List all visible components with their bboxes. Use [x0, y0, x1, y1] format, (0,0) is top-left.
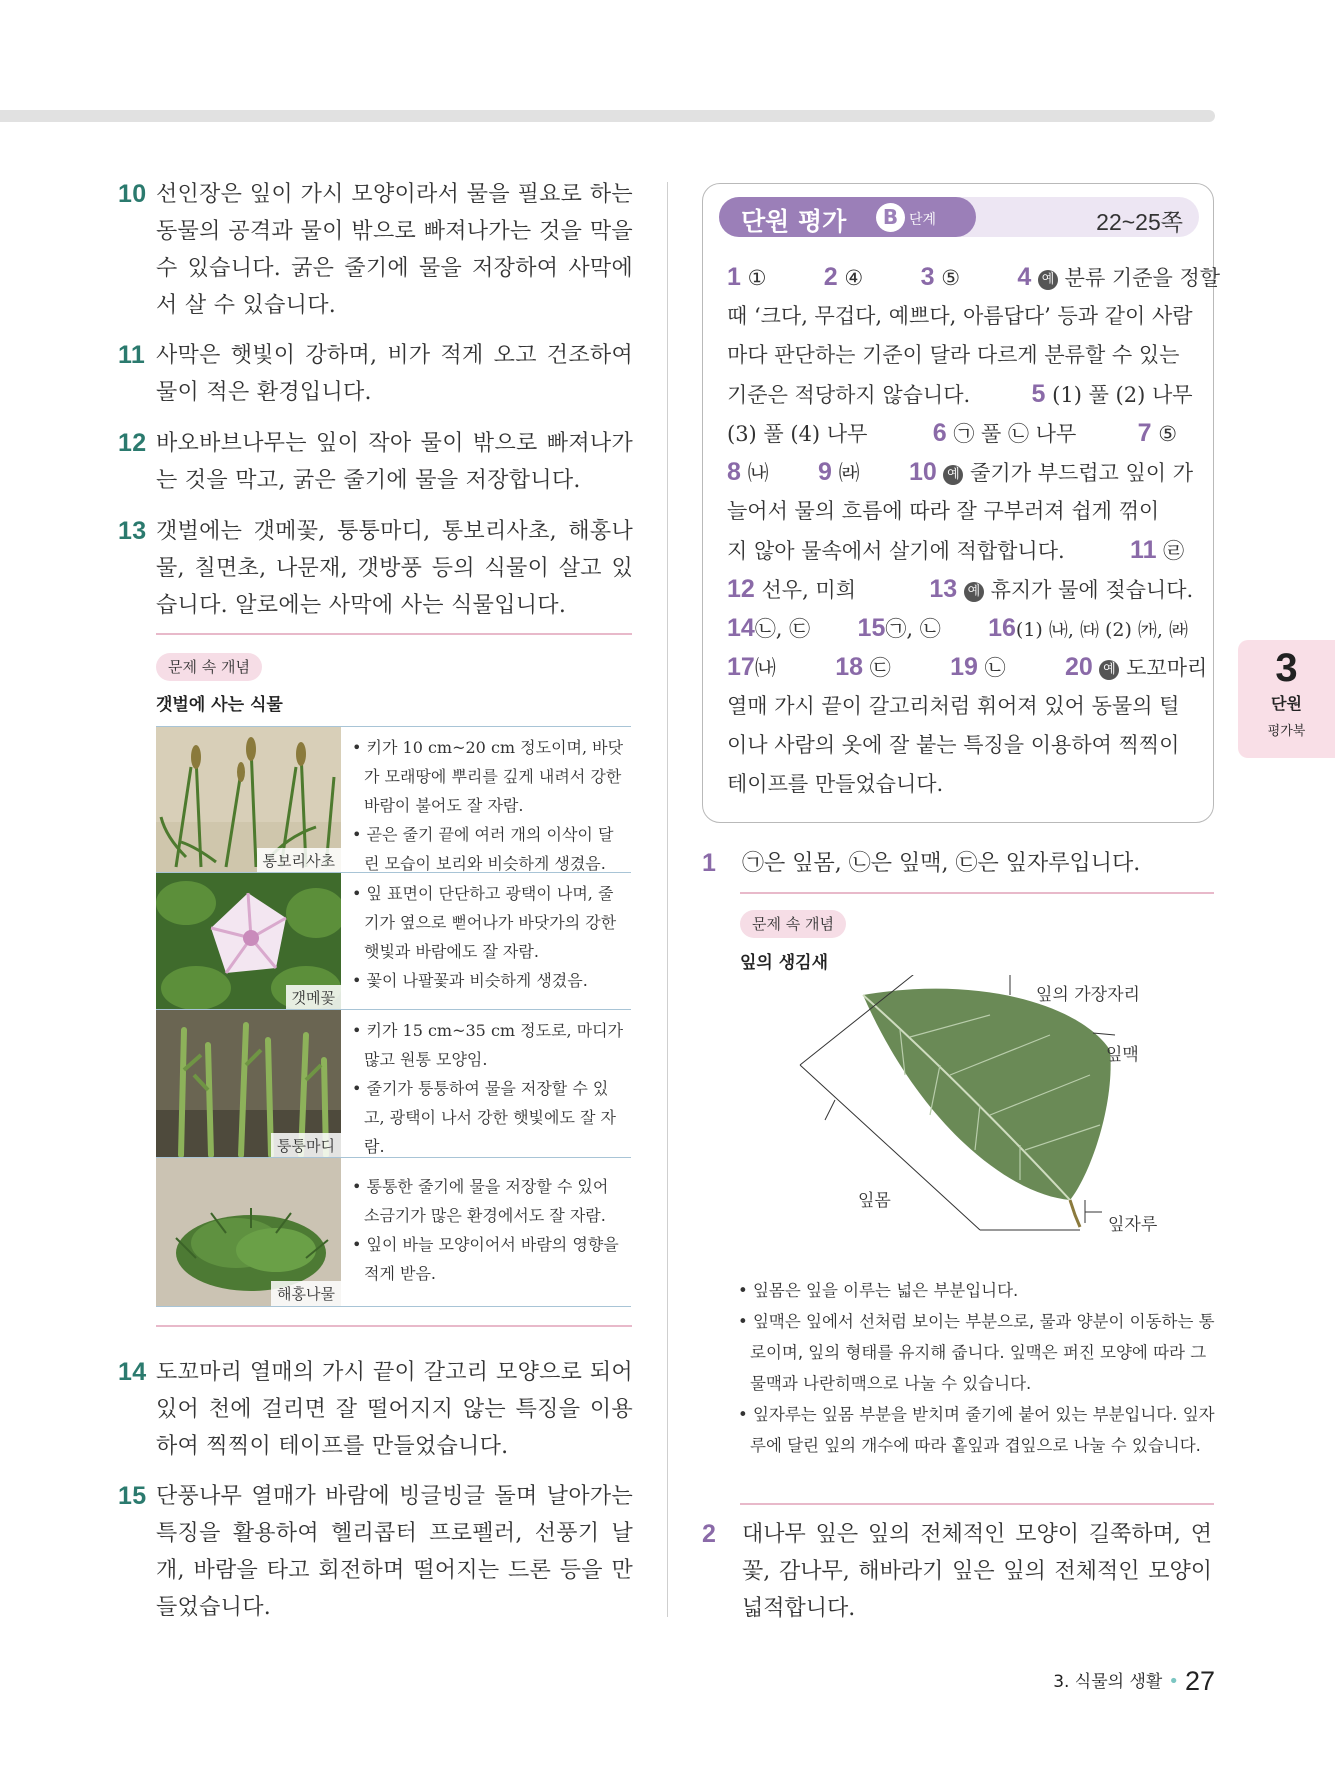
answer-value: (1) 풀 (2) 나무 [1052, 383, 1193, 407]
section-divider [740, 1503, 1214, 1505]
answer-value: ㉠, ㉡ [885, 617, 941, 641]
leaf-label-blade: 잎몸 [858, 1191, 891, 1211]
plant-photo [156, 727, 341, 873]
leaf-label-vein: 잎맥 [1106, 1045, 1139, 1065]
answer-text: (3) 풀 (4) 나무 [727, 422, 868, 446]
question-text: 대나무 잎은 잎의 전체적인 모양이 길쭉하며, 연꽃, 감나무, 해바라기 잎은 잎의 전체적인 모양이 넓적합니다. [742, 1522, 1212, 1621]
page-range: 22~25쪽 [1096, 209, 1183, 235]
question-number: 13 [118, 517, 147, 545]
question-number: 11 [118, 341, 146, 369]
question-14 [118, 1354, 633, 1465]
section-divider [740, 892, 1214, 894]
plant-desc-item: • 잎 표면이 단단하고 광택이 나며, 줄기가 옆으로 뻗어나가 바닷가의 강한 햇빛과 바람에도 잘 자람. [352, 884, 617, 961]
answer-value: ㈑ [838, 461, 860, 485]
plant-desc-item: • 곧은 줄기 끝에 여러 개의 이삭이 달린 모습이 보리와 비슷하게 생겼음. [352, 825, 614, 873]
unit-number: 3 [1275, 646, 1298, 690]
answer-text: 기준은 적당하지 않습니다. [727, 383, 971, 407]
example-mark: 예 [943, 465, 963, 485]
answer-text: 지 않아 물속에서 살기에 적합합니다. [727, 539, 1065, 563]
answer-value: ㈏ [754, 656, 776, 680]
explanation-2 [702, 1516, 1212, 1627]
section-divider [156, 1325, 632, 1327]
question-text: 사막은 햇빛이 강하며, 비가 적게 오고 건조하여 물이 적은 환경입니다. [156, 343, 633, 405]
answer-value: ㉡, ㉢ [754, 617, 811, 641]
answer-value: ㈏ [747, 461, 769, 485]
section-divider [156, 633, 632, 635]
answer-number: 13 [929, 575, 958, 603]
concept-title: 갯벌에 사는 식물 [156, 695, 283, 715]
column-divider [667, 182, 668, 1617]
answer-value: 분류 기준을 정할 [1064, 266, 1221, 290]
plant-desc-item: • 키가 10 cm~20 cm 정도이며, 바닷가 모래땅에 뿌리를 깊게 내려서 강한 바람이 불어도 잘 자람. [352, 738, 624, 815]
question-number: 1 [702, 849, 716, 877]
question-number: 14 [118, 1358, 147, 1386]
leaf-notes [738, 1275, 1216, 1461]
answer-text-line: 때 ‘크다, 무겁다, 예쁘다, 아름답다’ 등과 같이 사람 [727, 304, 1193, 328]
box-title: 단원 평가 [741, 207, 847, 236]
plant-description [352, 879, 628, 995]
leaf-note-item: • 잎맥은 잎에서 선처럼 보이는 부분으로, 물과 양분이 이동하는 통로이며, 잎의 형태를 유지해 줍니다. 잎맥은 퍼진 모양에 따라 그물맥과 나란히맥으로 나눌 수 있습니다. [738, 1312, 1215, 1393]
answer-value: ⑤ [1158, 422, 1178, 446]
answer-value: 휴지가 물에 젖습니다. [990, 578, 1194, 602]
answer-number: 19 [950, 653, 978, 681]
plant-photo [156, 1010, 341, 1158]
answer-value: ㉠ 풀 ㉡ 나무 [953, 422, 1077, 446]
plant-row [156, 1157, 631, 1307]
answer-value: ㉣ [1163, 539, 1185, 563]
answer-value: 도꼬마리 [1126, 656, 1208, 680]
answer-value: ㉢ [869, 656, 891, 680]
answer-value: 줄기가 부드럽고 잎이 가 [970, 461, 1194, 485]
answer-line [727, 375, 1197, 414]
question-text: 선인장은 잎이 가시 모양이라서 물을 필요로 하는 동물의 공격과 물이 밖으로 빠져나가는 것을 막을 수 있습니다. 굵은 줄기에 물을 저장하여 사막에서 살 수 있습니다. [156, 182, 633, 318]
question-13 [118, 513, 633, 624]
leaf-label-petiole: 잎자루 [1108, 1215, 1158, 1235]
answer-value: 선우, 미희 [761, 578, 856, 602]
leaf-diagram [780, 975, 1220, 1245]
answer-number: 3 [920, 263, 935, 291]
answer-line [727, 453, 1197, 492]
plant-description [352, 1016, 628, 1161]
leaf-label-edge: 잎의 가장자리 [1036, 985, 1140, 1005]
question-15 [118, 1478, 633, 1626]
plant-row [156, 1009, 631, 1158]
plant-photo [156, 1158, 341, 1306]
question-10 [118, 176, 633, 324]
plant-desc-item: • 키가 15 cm~35 cm 정도로, 마디가 많고 원통 모양임. [352, 1021, 624, 1069]
question-12 [118, 425, 633, 499]
top-decor-bar [0, 110, 1215, 122]
answer-number: 6 [932, 419, 947, 447]
question-text: 갯벌에는 갯메꽃, 퉁퉁마디, 통보리사초, 해홍나물, 칠면초, 나문재, 갯방풍 등의 식물이 살고 있습니다. 알로에는 사막에 사는 식물입니다. [156, 519, 633, 618]
answer-number: 12 [727, 575, 755, 603]
plant-desc-item: • 통통한 줄기에 물을 저장할 수 있어 소금기가 많은 환경에서도 잘 자람. [352, 1177, 609, 1225]
example-mark: 예 [964, 582, 984, 602]
answer-number: 11 [1130, 536, 1157, 564]
answer-line [727, 258, 1221, 297]
plant-row [156, 872, 631, 1010]
question-number: 12 [118, 429, 147, 457]
plant-name-label: 해홍나물 [271, 1281, 341, 1306]
answer-number: 10 [908, 458, 937, 486]
answer-value: ㉡ [984, 656, 1006, 680]
example-mark: 예 [1038, 270, 1058, 290]
plant-name-label: 갯메꽃 [286, 985, 341, 1010]
plant-name-label: 퉁퉁마디 [271, 1133, 341, 1158]
chapter-title: 3. 식물의 생활 [1053, 1672, 1163, 1692]
answer-line [727, 648, 1208, 687]
answer-number: 16 [988, 614, 1016, 642]
concept-badge: 문제 속 개념 [156, 653, 262, 681]
level-badge: B [876, 203, 905, 232]
answer-number: 7 [1137, 419, 1152, 447]
question-number: 2 [702, 1520, 716, 1548]
answer-number: 4 [1017, 263, 1032, 291]
footer-dot: • [1168, 1671, 1179, 1692]
plant-description [352, 1172, 628, 1288]
answer-box [702, 183, 1221, 823]
page-footer [1053, 1666, 1215, 1697]
question-text: ㉠은 잎몸, ㉡은 잎맥, ㉢은 잎자루입니다. [742, 851, 1141, 876]
answer-number: 9 [817, 458, 832, 486]
answer-text-line: 마다 판단하는 기준이 달라 다르게 분류할 수 있는 [727, 343, 1180, 367]
answer-value: ④ [844, 266, 864, 290]
plant-desc-item: • 꽃이 나팔꽃과 비슷하게 생겼음. [352, 971, 588, 990]
answer-value: (1) ㈏, ㈐ (2) ㈎, ㈑ [1015, 619, 1189, 641]
answer-text-line: 열매 가시 끝이 갈고리처럼 휘어져 있어 동물의 털 [727, 694, 1180, 718]
answer-number: 14 [727, 614, 755, 642]
answer-line [727, 570, 1197, 609]
plant-row [156, 726, 631, 873]
answer-line [727, 531, 1197, 570]
example-mark: 예 [1099, 660, 1119, 680]
plant-desc-item: • 잎이 바늘 모양이어서 바람의 영향을 적게 받음. [352, 1235, 619, 1283]
answer-text-line: 늘어서 물의 흐름에 따라 잘 구부러져 쉽게 꺾이 [727, 499, 1160, 523]
answer-number: 8 [727, 458, 741, 486]
answer-number: 20 [1064, 653, 1093, 681]
answer-number: 2 [823, 263, 838, 291]
answer-value: ⑤ [941, 266, 961, 290]
answer-value: ① [747, 266, 767, 290]
answer-number: 17 [727, 653, 755, 681]
answer-number: 18 [835, 653, 863, 681]
concept-title: 잎의 생김새 [740, 953, 829, 973]
question-text: 단풍나무 열매가 바람에 빙글빙글 돌며 날아가는 특징을 활용하여 헬리콥터 프로펠러, 선풍기 날개, 바람을 타고 회전하며 떨어지는 드론 등을 만들었습니다. [156, 1484, 633, 1620]
concept-badge: 문제 속 개념 [740, 910, 846, 938]
question-number: 10 [118, 180, 147, 208]
answer-text-line: 테이프를 만들었습니다. [727, 772, 944, 796]
plant-photo [156, 873, 341, 1010]
leaf-note-item: • 잎몸은 잎을 이루는 넓은 부분입니다. [738, 1281, 1019, 1300]
question-11 [118, 337, 633, 411]
book-label: 평가북 [1267, 724, 1306, 739]
unit-side-tab [1238, 640, 1335, 758]
plant-description [352, 733, 628, 878]
question-number: 15 [118, 1482, 147, 1510]
answer-number: 5 [1031, 380, 1046, 408]
plant-name-label: 통보리사초 [257, 848, 341, 873]
answer-text-line: 이나 사람의 옷에 잘 붙는 특징을 이용하여 찍찍이 [727, 733, 1180, 757]
answer-line [727, 609, 1197, 648]
answer-line [727, 414, 1197, 453]
unit-label: 단원 [1271, 694, 1302, 713]
answer-number: 1 [727, 263, 741, 291]
explanation-1 [702, 845, 1212, 882]
plant-desc-item: • 줄기가 퉁퉁하여 물을 저장할 수 있고, 광택이 나서 강한 햇빛에도 잘 자람. [352, 1079, 616, 1156]
page-number: 27 [1184, 1666, 1215, 1696]
answer-number: 15 [857, 614, 886, 642]
question-text: 도꼬마리 열매의 가시 끝이 갈고리 모양으로 되어 있어 천에 걸리면 잘 떨어지지 않는 특징을 이용하여 찍찍이 테이프를 만들었습니다. [156, 1360, 633, 1459]
level-step: 단계 [909, 212, 937, 228]
leaf-note-item: • 잎자루는 잎몸 부분을 받치며 줄기에 붙어 있는 부분입니다. 잎자루에 달린 잎의 개수에 따라 홑잎과 겹잎으로 나눌 수 있습니다. [738, 1405, 1215, 1455]
question-text: 바오바브나무는 잎이 작아 물이 밖으로 빠져나가는 것을 막고, 굵은 줄기에 물을 저장합니다. [156, 431, 633, 493]
